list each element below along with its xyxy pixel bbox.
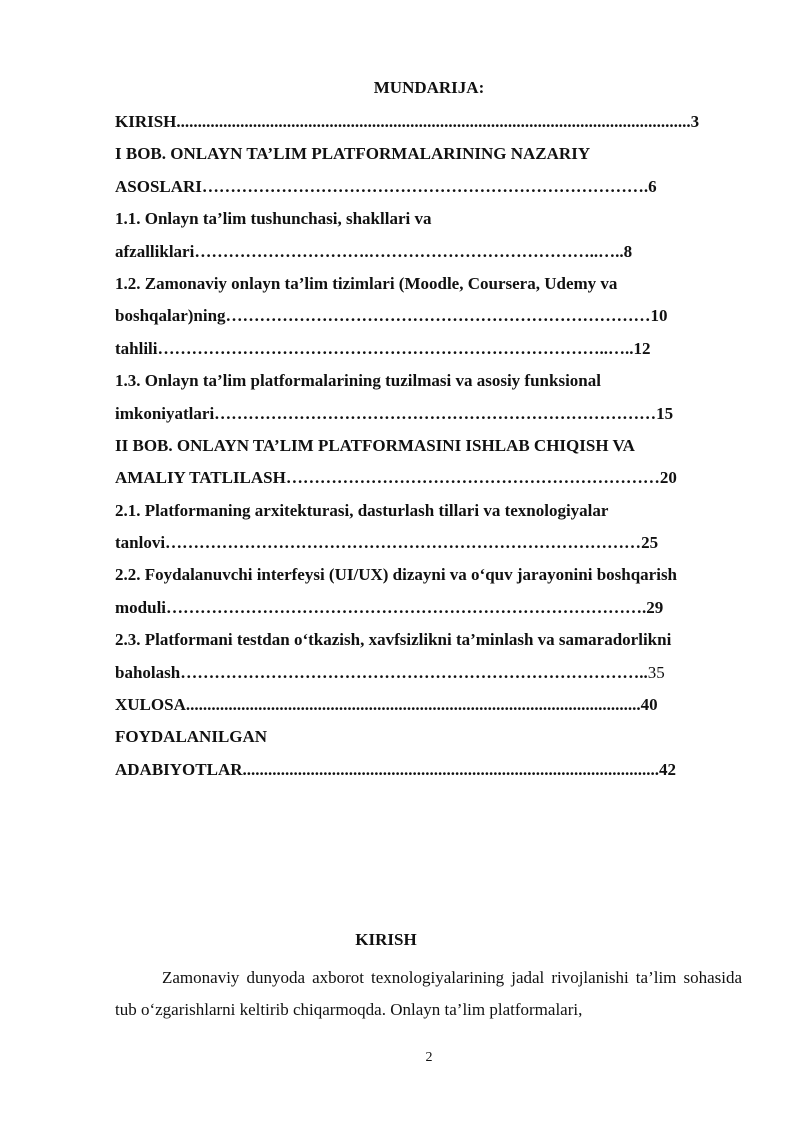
toc-entry (115, 657, 745, 689)
toc-entry (115, 754, 745, 786)
section-heading: KIRISH (355, 930, 417, 949)
toc-entry-text: 1.2. Zamonaviy onlayn ta’lim tizimlari (Moodle, Coursera, Udemy va (115, 273, 618, 293)
toc-entry (115, 559, 745, 591)
toc-entry-text: II BOB. ONLAYN TA’LIM PLATFORMASINI ISHLAB CHIQISH VA (115, 435, 635, 455)
toc-page-number: 35 (647, 662, 665, 682)
toc-page-number: 8 (623, 241, 633, 261)
toc-entry-text: boshqalar)ning………………………………………………………………… (115, 306, 651, 326)
toc-page-number: 15 (656, 403, 674, 423)
page-number: 2 (425, 1050, 433, 1065)
toc-entry-text: ASOSLARI……………………………………………………………………. (115, 176, 649, 196)
toc-entry-text: I BOB. ONLAYN TA’LIM PLATFORMALARINING NAZARIY (115, 144, 591, 164)
toc-entry-text: moduli………………………………………………………………………… (115, 597, 643, 617)
toc-page-number: 6 (648, 176, 657, 196)
toc-entry-text: 2.1. Platformaning arxitekturasi, dasturlash tillari va texnologiyalar (115, 500, 609, 520)
toc-entry-text: 1.3. Onlayn ta’lim platformalarining tuzilmasi va asosiy funksional (115, 371, 601, 391)
toc-entry (115, 365, 745, 397)
toc-entry (115, 527, 745, 559)
toc-entry-text: afzalliklari………………………….…………………………………..….. (115, 241, 624, 261)
toc-page-number: 3 (690, 112, 700, 131)
toc-page-number: 10 (650, 306, 668, 326)
toc-page-number: .29 (642, 597, 664, 617)
toc-entry-text: tahlili……………………………………………………………………..….. (115, 338, 634, 358)
toc-entry (115, 592, 745, 624)
toc-entry-text: XULOSA........................................................................................................... (115, 695, 641, 715)
toc-entry (115, 624, 745, 656)
toc-entry (115, 203, 745, 235)
toc-page-number: 25 (641, 533, 659, 553)
toc-entry (115, 721, 745, 753)
toc-entry (115, 430, 745, 462)
toc-entry-text: baholash……………………………………………………………………….. (115, 662, 648, 682)
toc-entry (115, 171, 745, 203)
toc-entry-text: FOYDALANILGAN (115, 727, 268, 747)
toc-entry-text: 1.1. Onlayn ta’lim tushunchasi, shakllari va (115, 209, 432, 229)
toc-entry (115, 138, 745, 170)
intro-paragraph: Zamonaviy dunyoda axborot texnologiyalarining jadal rivojlanishi ta’lim sohasida tub o‘zgarishlarni keltirib chiqarmoqda. Onlayn ta’lim platformalari, (115, 968, 742, 1019)
toc-entry (115, 300, 745, 332)
toc-entry (115, 333, 745, 365)
toc-page-number: 42 (659, 759, 677, 779)
toc-page-number: 12 (633, 338, 651, 358)
toc-entry-text: imkoniyatlari…………………………………………………………………… (115, 403, 657, 423)
toc-entry (115, 495, 745, 527)
toc-entry-text: 2.2. Foydalanuvchi interfeysi (UI/UX) dizayni va o‘quv jarayonini boshqarish (115, 565, 678, 585)
table-of-contents (115, 106, 745, 786)
toc-entry (115, 689, 745, 721)
toc-page-number: 40 (640, 695, 658, 715)
toc-entry-text: KIRISH......................................................................................................................... (115, 112, 691, 131)
toc-entry-text: 2.3. Platformani testdan o‘tkazish, xavfsizlikni ta’minlash va samaradorlikni (115, 630, 672, 650)
toc-entry-text: AMALIY TATLILASH………………………………………………………… (115, 468, 660, 488)
toc-entry (115, 106, 745, 138)
toc-title: MUNDARIJA: (373, 78, 485, 97)
toc-entry (115, 236, 745, 268)
toc-entry-text: ADABIYOTLAR.................................................................................................. (115, 759, 660, 779)
toc-entry (115, 462, 745, 494)
toc-entry (115, 398, 745, 430)
toc-page-number: 20 (659, 468, 677, 488)
toc-entry-text: tanlovi………………………………………………………………………… (115, 533, 642, 553)
toc-entry (115, 268, 745, 300)
